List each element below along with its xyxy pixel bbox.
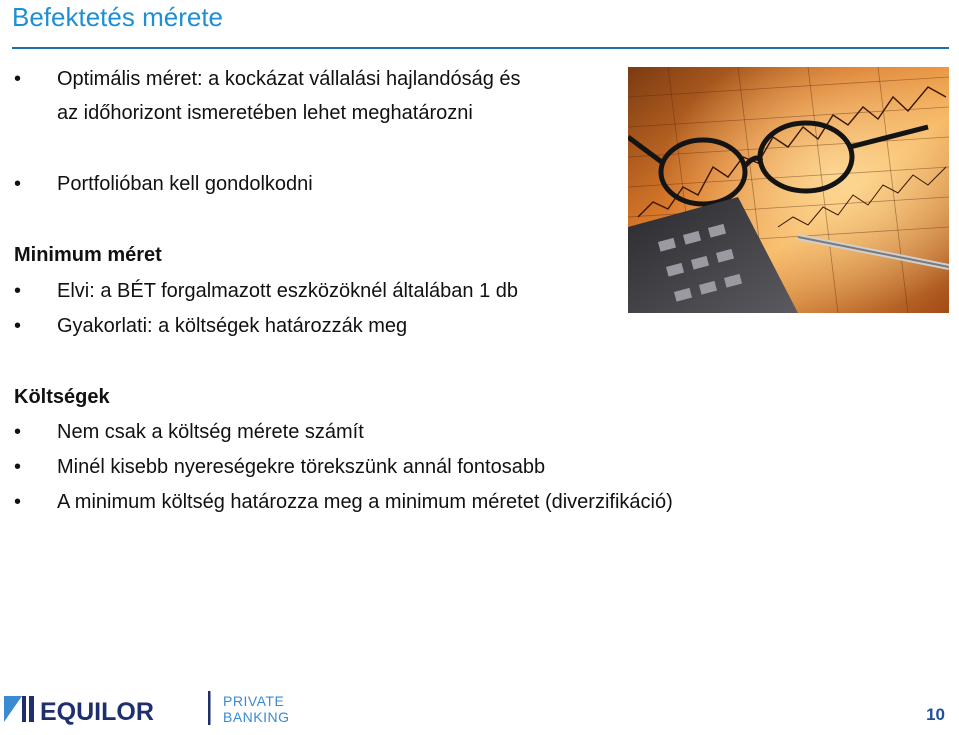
brand-name: EQUILOR [40, 698, 154, 726]
bullet-text: Minél kisebb nyereségekre törekszünk annál fontosabb [57, 456, 546, 478]
brand-line1: PRIVATE [223, 693, 285, 709]
section-heading-costs: Költségek [14, 386, 110, 408]
bullet-dot: • [14, 315, 22, 337]
slide-title: Befektetés mérete [12, 2, 223, 32]
bullet-dot: • [14, 491, 22, 513]
section-heading-minimum: Minimum méret [14, 244, 162, 266]
title-underline [12, 47, 949, 49]
bullet-dot: • [14, 173, 22, 195]
equilor-mark-icon [4, 696, 34, 722]
page-number: 10 [926, 705, 945, 724]
bullet-text: Elvi: a BÉT forgalmazott eszközöknél általában 1 db [57, 280, 518, 302]
bullet-dot: • [14, 280, 22, 302]
bullet-text: A minimum költség határozza meg a minimum méretet (diverzifikáció) [57, 491, 673, 513]
brand-line2: BANKING [223, 709, 290, 725]
equilor-logo [0, 688, 320, 730]
bullet-dot: • [14, 421, 22, 443]
bullet-dot: • [14, 456, 22, 478]
bullet-text: az időhorizont ismeretében lehet meghatározni [57, 102, 473, 124]
logo-divider [208, 691, 211, 725]
bullet-text: Optimális méret: a kockázat vállalási hajlandóság és [57, 68, 521, 90]
bullet-text: Nem csak a költség mérete számít [57, 421, 364, 443]
bullet-dot: • [14, 68, 22, 90]
finance-photo-image [628, 67, 949, 313]
bullet-text: Portfolióban kell gondolkodni [57, 173, 313, 195]
bullet-text: Gyakorlati: a költségek határozzák meg [57, 315, 408, 337]
